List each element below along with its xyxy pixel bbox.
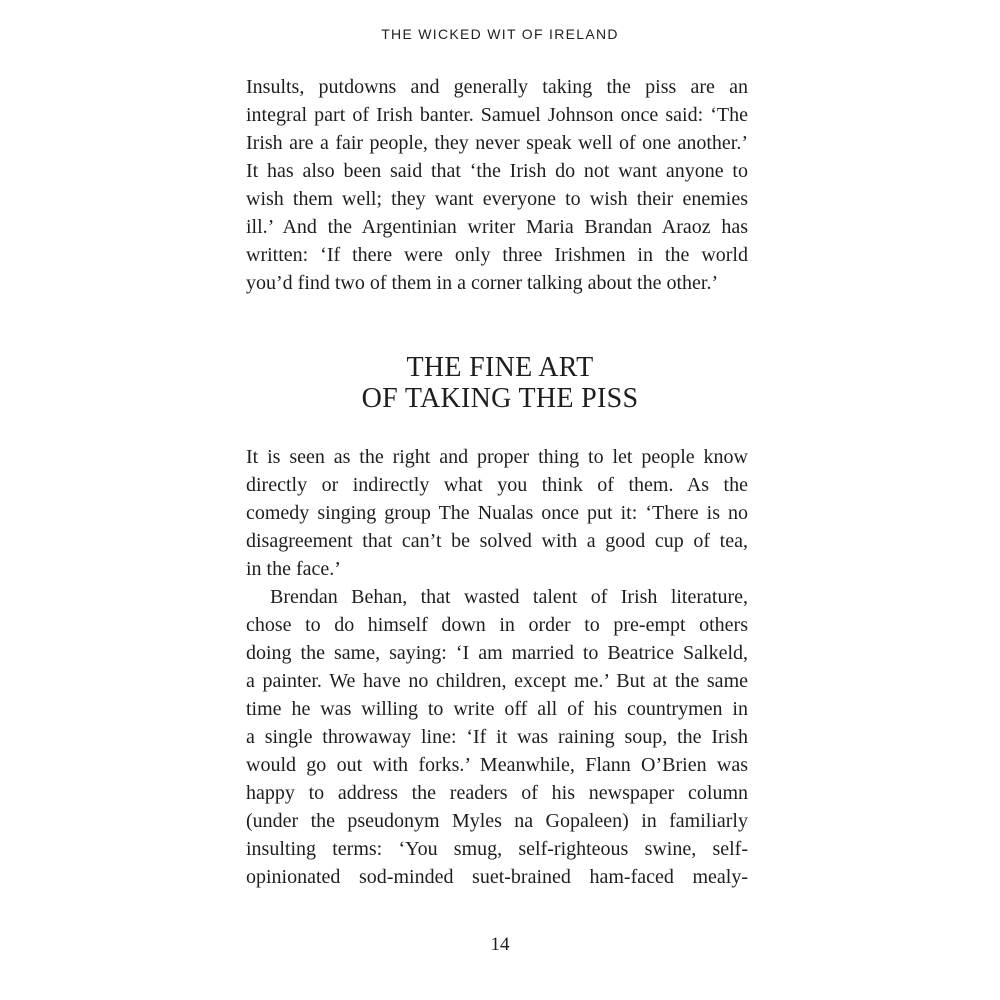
text-line: time he was willing to write off all of his countrymen in xyxy=(246,698,748,720)
running-head: THE WICKED WIT OF IRELAND xyxy=(381,26,619,42)
text-line: It has also been said that ‘the Irish do not want anyone to xyxy=(246,160,748,182)
section-heading-line-1: THE FINE ART xyxy=(406,352,594,383)
text-line: Insults, putdowns and generally taking the piss are an xyxy=(246,76,748,98)
text-line: integral part of Irish banter. Samuel Johnson once said: ‘The xyxy=(246,104,748,126)
text-line: written: ‘If there were only three Irishmen in the world xyxy=(246,244,748,266)
text-line: Irish are a fair people, they never speak well of one another.’ xyxy=(246,132,748,154)
section-heading-line-2: OF TAKING THE PISS xyxy=(361,383,639,414)
text-line: a painter. We have no children, except me.’ But at the same xyxy=(246,670,748,692)
text-line: opinionated sod-minded suet-brained ham-faced mealy- xyxy=(246,866,748,888)
text-line: wish them well; they want everyone to wish their enemies xyxy=(246,188,748,210)
text-line: Brendan Behan, that wasted talent of Irish literature, xyxy=(270,586,748,608)
text-line: happy to address the readers of his newspaper column xyxy=(246,782,748,804)
text-line: disagreement that can’t be solved with a good cup of tea, xyxy=(246,530,748,552)
text-line: insulting terms: ‘You smug, self-righteous swine, self- xyxy=(246,838,748,860)
text-line: ill.’ And the Argentinian writer Maria Brandan Araoz has xyxy=(246,216,748,238)
text-line: you’d find two of them in a corner talking about the other.’ xyxy=(246,272,719,294)
text-line: It is seen as the right and proper thing to let people know xyxy=(246,446,748,468)
text-line: a single throwaway line: ‘If it was raining soup, the Irish xyxy=(246,726,748,748)
text-line: comedy singing group The Nualas once put it: ‘There is no xyxy=(246,502,748,524)
text-line: (under the pseudonym Myles na Gopaleen) in familiarly xyxy=(246,810,748,832)
text-line: in the face.’ xyxy=(246,558,341,580)
text-line: chose to do himself down in order to pre-empt others xyxy=(246,614,748,636)
text-line: directly or indirectly what you think of them. As the xyxy=(246,474,748,496)
page-number: 14 xyxy=(490,934,510,955)
text-line: would go out with forks.’ Meanwhile, Flann O’Brien was xyxy=(246,754,748,776)
text-line: doing the same, saying: ‘I am married to Beatrice Salkeld, xyxy=(246,642,748,664)
